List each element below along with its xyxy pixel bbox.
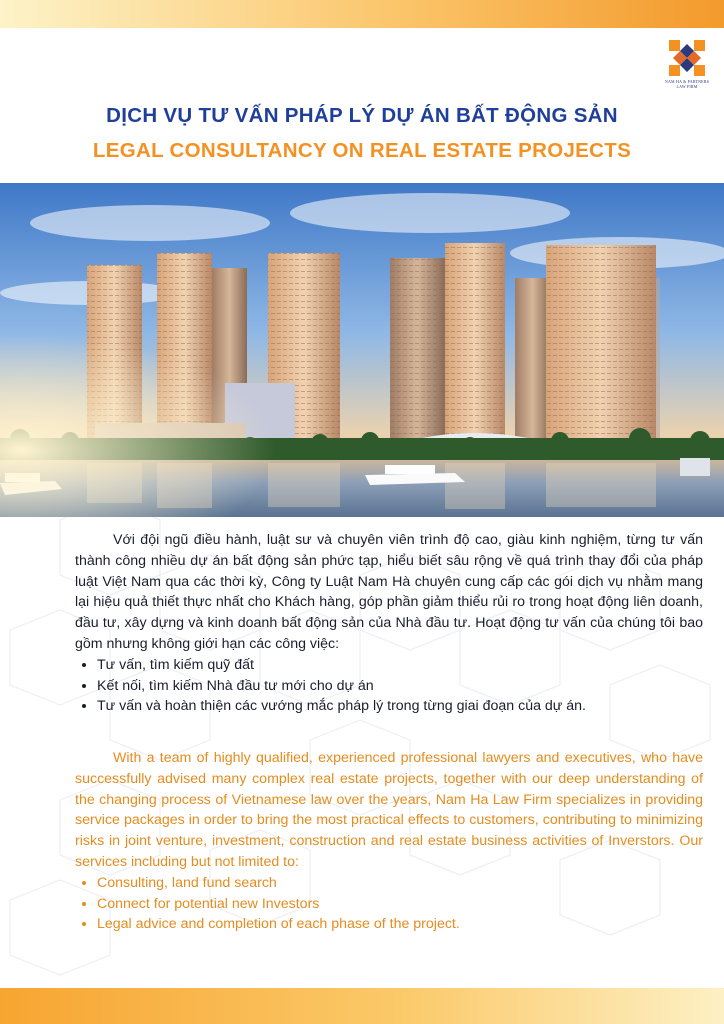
logo-text-line-2: LAW FIRM [676, 84, 698, 89]
page-title-english: LEGAL CONSULTANCY ON REAL ESTATE PROJECTS [92, 139, 632, 162]
logo-text-line-1: NAM HA & PARTNERS [664, 79, 710, 84]
list-item: • Legal advice and completion of each phase of the project. [97, 914, 703, 935]
list-item: • Consulting, land fund search [97, 873, 703, 894]
firm-logo [664, 38, 710, 89]
logo-mark-icon [667, 38, 707, 78]
list-item: • Tư vấn và hoàn thiện các vướng mắc pháp lý trong từng giai đoạn của dự án. [97, 696, 703, 717]
list-item: • Connect for potential new Investors [97, 894, 703, 915]
list-item: • Tư vấn, tìm kiếm quỹ đất [97, 655, 703, 676]
vietnamese-bullet-list [75, 655, 703, 717]
vietnamese-paragraph: Với đội ngũ điều hành, luật sư và chuyên viên trình độ cao, giàu kinh nghiệm, từng tư vấn thành công nhiều dự án bất động sản phức tạp, hiểu biết sâu rộng về quá trình thay đổi của pháp luật Việt Nam qua các thời kỳ, Công ty Luật Nam Hà chuyên cung cấp các gói dịch vụ nhằm mang lại hiệu quả thiết thực nhất cho Khách hàng, góp phần giảm thiểu rủi ro trong hoạt động liên doanh, đầu tư, xây dựng và kinh doanh bất động sản của Nhà đầu tư. Hoạt động tư vấn của chúng tôi bao gồm nhưng không giới hạn các công việc: [75, 532, 703, 652]
english-section [75, 748, 703, 935]
vietnamese-section [75, 530, 703, 717]
english-bullet-list [75, 873, 703, 935]
english-paragraph: With a team of highly qualified, experienced professional lawyers and executives, who have successfully advised many complex real estate projects, together with our deep understanding of the changing process of Vietnamese law over the years, Nam Ha Law Firm specializes in providing service packages in order to bring the most practical effects to customers, contributing to minimizing risks in joint venture, investment, construction and real estate business activities of Inverstors. Our services including but not limited to: [75, 750, 703, 870]
bottom-decorative-bar [0, 988, 724, 1024]
list-item: • Kết nối, tìm kiếm Nhà đầu tư mới cho dự án [97, 676, 703, 697]
real-estate-towers-image [0, 183, 724, 517]
top-decorative-bar [0, 0, 724, 28]
page-title-vietnamese: DỊCH VỤ TƯ VẤN PHÁP LÝ DỰ ÁN BẤT ĐỘNG SẢN [106, 104, 618, 127]
